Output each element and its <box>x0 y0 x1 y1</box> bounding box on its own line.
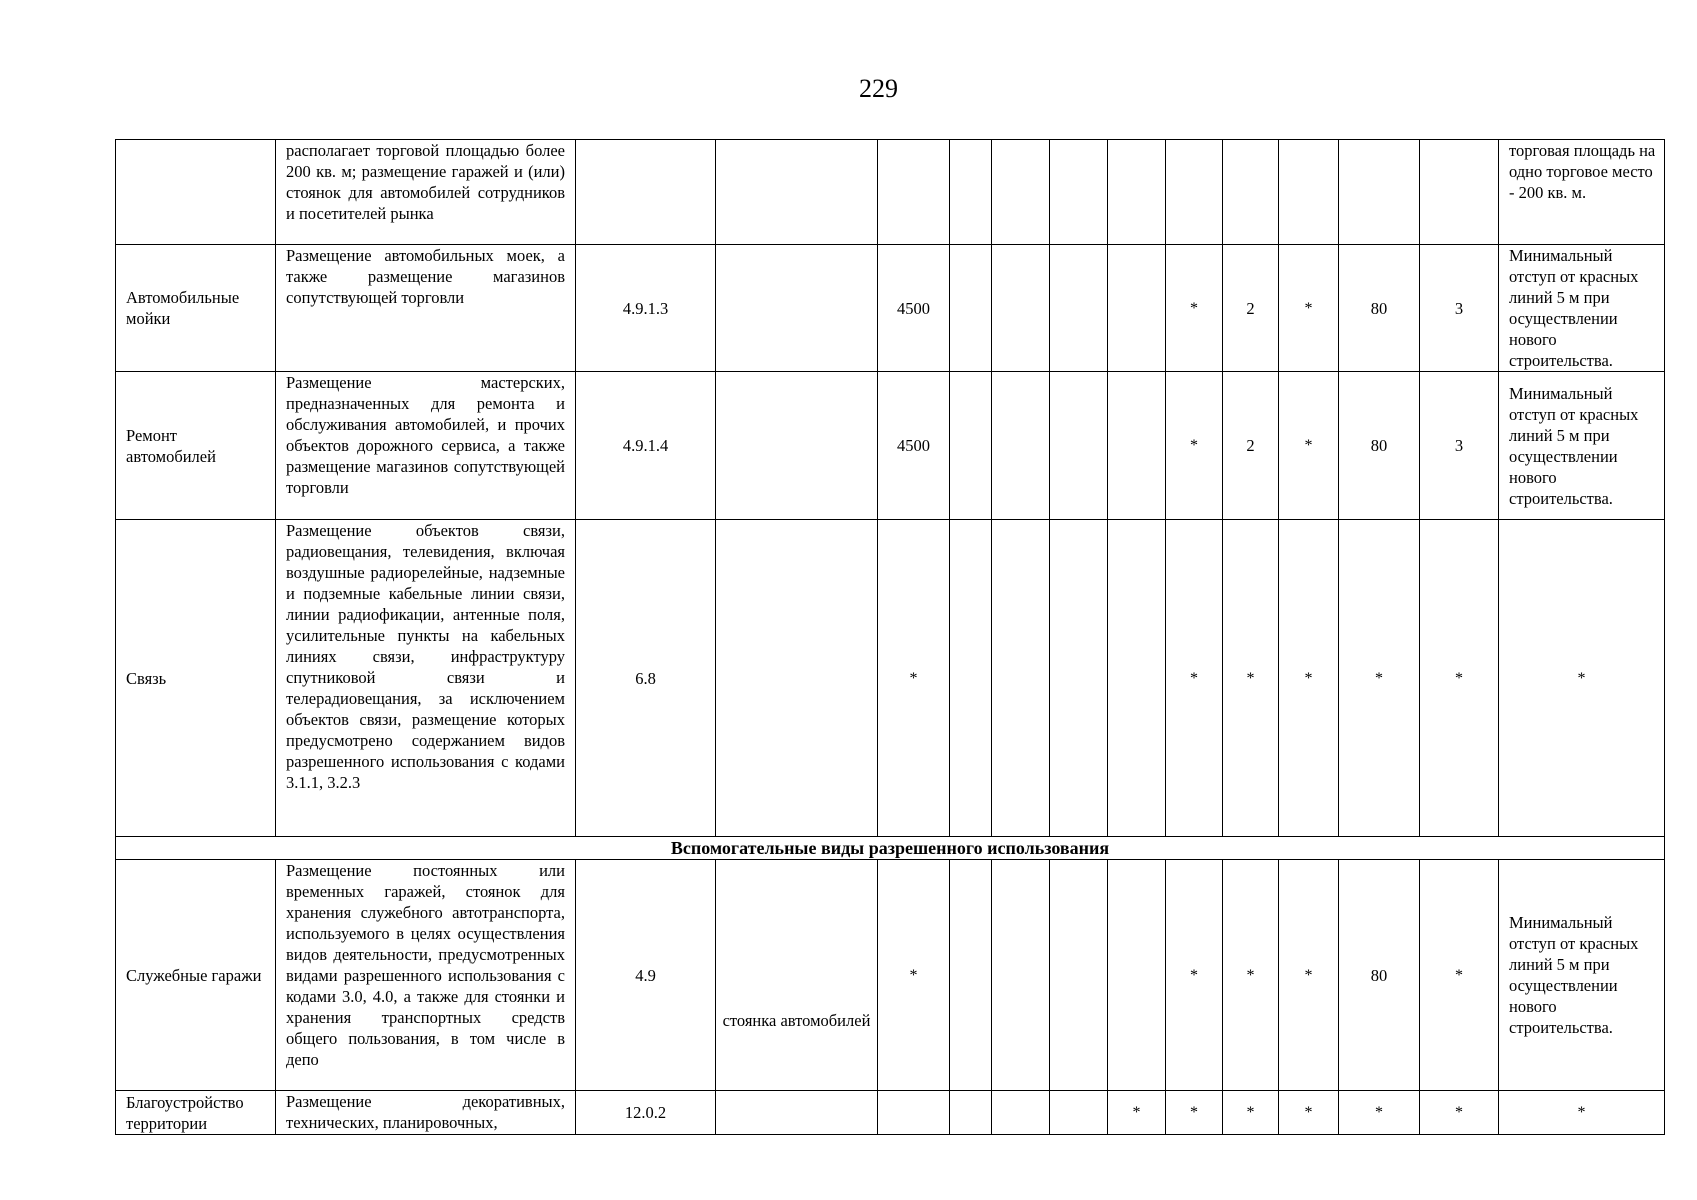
cell: 4500 <box>878 245 950 372</box>
row-description: Размещение постоянных или временных гаражей, стоянок для хранения служебного автотранспорта, используемого в целях осуществления видов деятельности, предусмотренных видами разрешенного использования с кодами 3.0, 4.0, а также для стоянки и хранения транспортных средств общего пользования, в том числе в депо <box>276 860 576 1091</box>
cell: 3 <box>1420 372 1499 520</box>
cell <box>716 245 878 372</box>
cell: * <box>1339 1091 1420 1135</box>
cell <box>992 372 1050 520</box>
cell <box>992 860 1050 1091</box>
row-name: Связь <box>116 520 276 837</box>
cell: * <box>1166 520 1223 837</box>
cell <box>1050 1091 1108 1135</box>
row-description: располагает торговой площадью более 200 кв. м; размещение гаражей и (или) стоянок для автомобилей сотрудников и посетителей рынка <box>276 140 576 245</box>
row-note: * <box>1499 1091 1665 1135</box>
cell <box>950 860 992 1091</box>
cell <box>878 1091 950 1135</box>
cell <box>1108 520 1166 837</box>
cell <box>992 520 1050 837</box>
cell: * <box>1166 860 1223 1091</box>
row-description: Размещение автомобильных моек, а также размещение магазинов сопутствующей торговли <box>276 245 576 372</box>
table-row <box>116 245 1665 372</box>
cell: * <box>1420 520 1499 837</box>
table-row <box>116 140 1665 245</box>
cell <box>716 372 878 520</box>
row-code: 4.9 <box>576 860 716 1091</box>
row-description: Размещение декоративных, технических, планировочных, <box>276 1091 576 1135</box>
cell: * <box>1223 1091 1279 1135</box>
cell <box>716 520 878 837</box>
row-note: Минимальный отступ от красных линий 5 м при осуществлении нового строительства. <box>1499 245 1665 372</box>
cell <box>950 140 992 245</box>
cell <box>992 1091 1050 1135</box>
cell: 80 <box>1339 372 1420 520</box>
cell: 80 <box>1339 860 1420 1091</box>
row-code: 12.0.2 <box>576 1091 716 1135</box>
cell: * <box>1223 520 1279 837</box>
cell: * <box>1108 1091 1166 1135</box>
cell: * <box>1279 860 1339 1091</box>
cell: * <box>1166 1091 1223 1135</box>
cell: * <box>1279 372 1339 520</box>
cell <box>950 245 992 372</box>
cell <box>1339 140 1420 245</box>
cell: * <box>1279 1091 1339 1135</box>
cell <box>1050 245 1108 372</box>
cell: * <box>1279 520 1339 837</box>
table-row <box>116 372 1665 520</box>
row-name: Благоустройство территории <box>116 1091 276 1135</box>
cell: 4500 <box>878 372 950 520</box>
cell: 2 <box>1223 245 1279 372</box>
row-name: Ремонт автомобилей <box>116 372 276 520</box>
cell <box>716 1091 878 1135</box>
page-number: 229 <box>859 74 898 103</box>
regulations-table <box>115 139 1665 1135</box>
cell <box>1108 140 1166 245</box>
row-code: 4.9.1.3 <box>576 245 716 372</box>
cell <box>1050 860 1108 1091</box>
section-title: Вспомогательные виды разрешенного использования <box>116 837 1665 860</box>
cell: * <box>1339 520 1420 837</box>
row-name: Служебные гаражи <box>116 860 276 1091</box>
table-row <box>116 520 1665 837</box>
cell <box>950 520 992 837</box>
row-note: * <box>1499 520 1665 837</box>
cell <box>950 372 992 520</box>
cell <box>1420 140 1499 245</box>
row-note: торговая площадь на одно торговое место - 200 кв. м. <box>1499 140 1665 245</box>
cell <box>1050 520 1108 837</box>
cell <box>1108 372 1166 520</box>
row-name <box>116 140 276 245</box>
table-row <box>116 860 1665 1091</box>
cell: * <box>1166 245 1223 372</box>
cell <box>1050 372 1108 520</box>
cell: * <box>878 520 950 837</box>
cell: * <box>1279 245 1339 372</box>
cell: * <box>1420 1091 1499 1135</box>
cell-container <box>716 860 878 1091</box>
cell: стоянка автомобилей <box>722 1010 871 1030</box>
cell: 80 <box>1339 245 1420 372</box>
cell <box>1223 140 1279 245</box>
row-description: Размещение мастерских, предназначенных для ремонта и обслуживания автомобилей, и прочих объектов дорожного сервиса, а также размещение магазинов сопутствующей торговли <box>276 372 576 520</box>
cell: 2 <box>1223 372 1279 520</box>
row-code <box>576 140 716 245</box>
cell <box>878 140 950 245</box>
section-row <box>116 837 1665 860</box>
cell <box>1279 140 1339 245</box>
cell <box>1108 245 1166 372</box>
cell <box>1108 860 1166 1091</box>
row-code: 4.9.1.4 <box>576 372 716 520</box>
cell: * <box>1166 372 1223 520</box>
row-name: Автомобильные мойки <box>116 245 276 372</box>
row-note: Минимальный отступ от красных линий 5 м при осуществлении нового строительства. <box>1499 860 1665 1091</box>
cell <box>950 1091 992 1135</box>
row-code: 6.8 <box>576 520 716 837</box>
cell <box>1050 140 1108 245</box>
cell: 3 <box>1420 245 1499 372</box>
cell <box>1166 140 1223 245</box>
cell <box>716 140 878 245</box>
cell: * <box>1223 860 1279 1091</box>
cell <box>992 245 1050 372</box>
row-description: Размещение объектов связи, радиовещания, телевидения, включая воздушные радиорелейные, надземные и подземные кабельные линии связи, линии радиофикации, антенные поля, усилительные пункты на кабельных линиях связи, инфраструктуру спутниковой связи и телерадиовещания, за исключением объектов связи, размещение которых предусмотрено содержанием видов разрешенного использования с кодами 3.1.1, 3.2.3 <box>276 520 576 837</box>
cell: * <box>1420 860 1499 1091</box>
cell <box>992 140 1050 245</box>
table-row <box>116 1091 1665 1135</box>
cell: * <box>878 860 950 1091</box>
row-note: Минимальный отступ от красных линий 5 м при осуществлении нового строительства. <box>1499 372 1665 520</box>
